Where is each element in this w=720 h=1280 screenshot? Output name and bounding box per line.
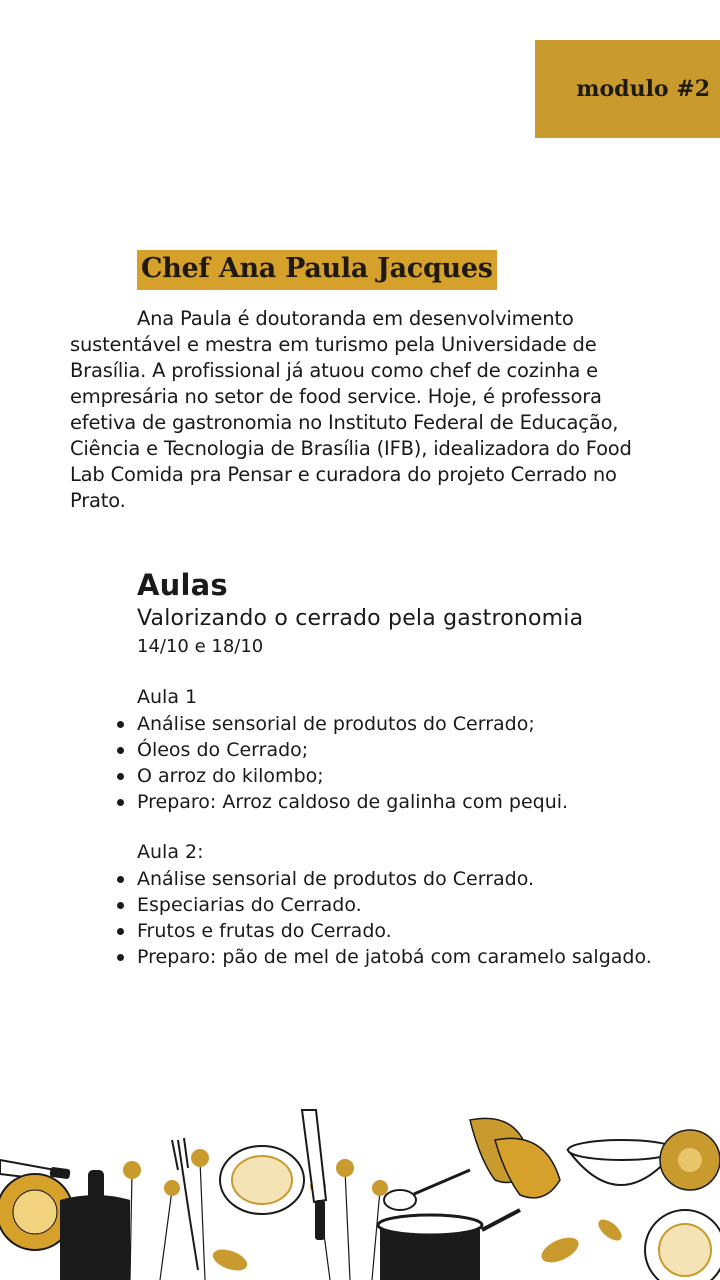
chef-knife-icon: [302, 1110, 326, 1240]
aulas-title: Aulas: [137, 568, 228, 602]
spoon-icon: [384, 1170, 470, 1210]
aulas-subtitle: Valorizando o cerrado pela gastronomia: [137, 606, 584, 631]
module-tag: [535, 40, 720, 138]
plate-icon-right: [645, 1210, 720, 1280]
list-item: Análise sensorial de produtos do Cerrado;: [137, 711, 697, 737]
list-item: Preparo: Arroz caldoso de galinha com pequi.: [137, 789, 697, 815]
lesson-2-list: [137, 866, 697, 970]
plate-icon: [220, 1146, 304, 1214]
chef-name-heading: Chef Ana Paula Jacques: [137, 250, 497, 290]
kitchen-illustration: [0, 1100, 720, 1280]
aulas-dates: 14/10 e 18/10: [137, 636, 264, 657]
lesson-1-heading: Aula 1: [137, 686, 198, 708]
list-item: Especiarias do Cerrado.: [137, 892, 697, 918]
lesson-2-heading: Aula 2:: [137, 841, 204, 863]
lesson-1-list: [137, 711, 697, 815]
list-item: O arroz do kilombo;: [137, 763, 697, 789]
cashew-fruit-icon: [470, 1118, 560, 1198]
pot-icon: [378, 1210, 520, 1280]
list-item: Óleos do Cerrado;: [137, 737, 697, 763]
list-item: Análise sensorial de produtos do Cerrado.: [137, 866, 697, 892]
list-item: Frutos e frutas do Cerrado.: [137, 918, 697, 944]
list-item: Preparo: pão de mel de jatobá com caramelo salgado.: [137, 944, 697, 970]
pequi-flower-icon: [660, 1130, 720, 1190]
module-tag-label: modulo #2: [576, 76, 710, 102]
cutting-board-icon: [60, 1170, 130, 1280]
chef-bio: Ana Paula é doutoranda em desenvolvimento sustentável e mestra em turismo pela Universidade de Brasília. A profissional já atuou como chef de cozinha e empresária no setor de food service. Hoje, é professora efetiva de gastronomia no Instituto Federal de Educação, Ciência e Tecnologia de Brasília (IFB), idealizadora do Food Lab Comida pra Pensar e curadora do projeto Cerrado no Prato.: [70, 307, 632, 512]
